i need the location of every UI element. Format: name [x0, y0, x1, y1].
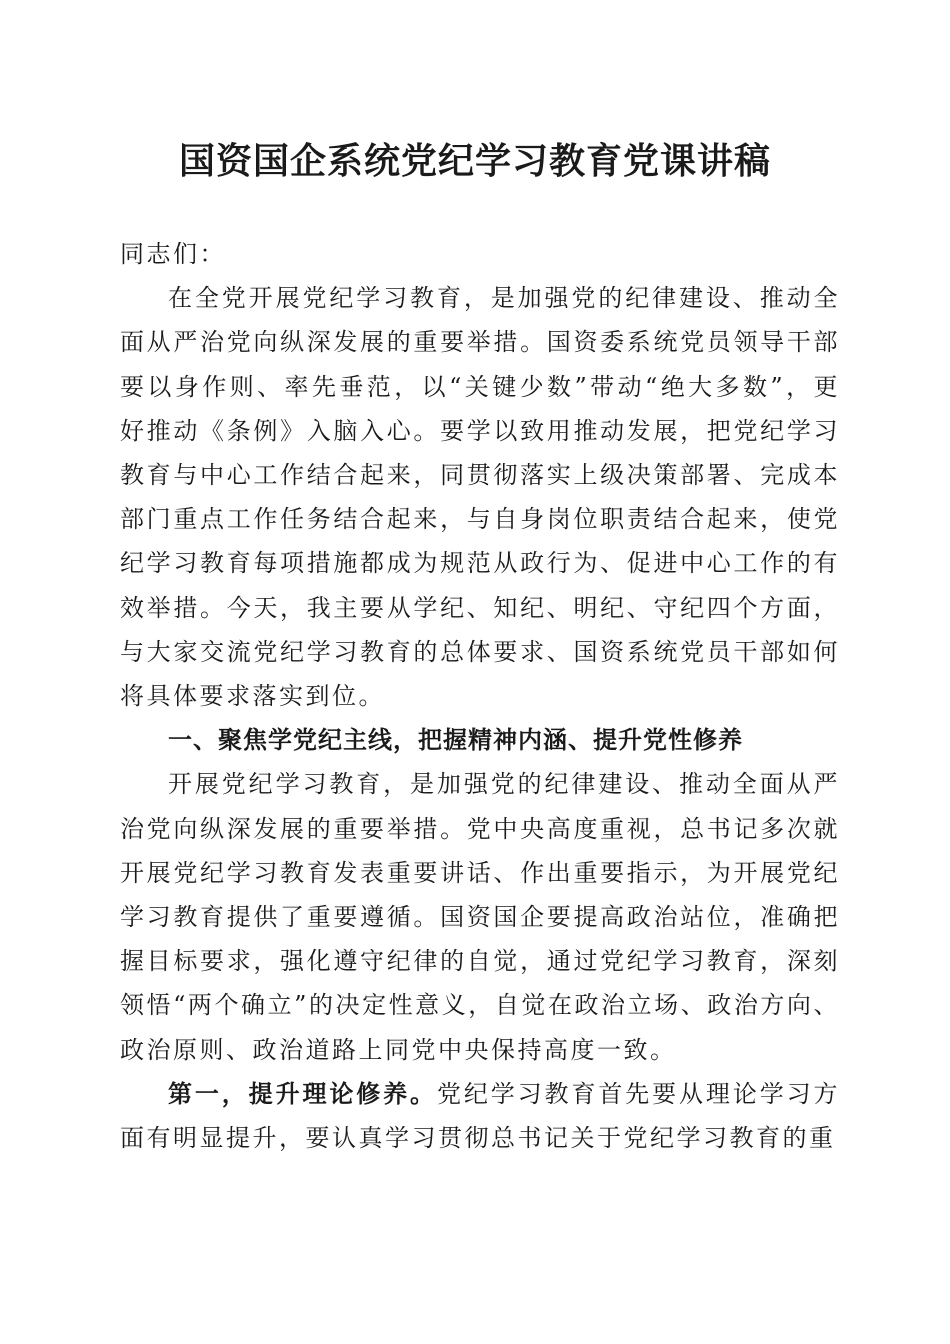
- point-1-text: 党纪学习教育首先要从理论学习方面有明显提升，要认真学习贯彻总书记关于党纪学习教育的重: [120, 1079, 841, 1153]
- point-1-lead: 第一，提升理论修养。: [168, 1078, 437, 1108]
- section-1-paragraph: 开展党纪学习教育，是加强党的纪律建设、推动全面从严治党向纵深发展的重要举措。党中央高度重视，总书记多次就开展党纪学习教育发表重要讲话、作出重要指示，为开展党纪学习教育提供了重要遵循。国资国企要提高政治站位，准确把握目标要求，强化遵守纪律的自觉，通过党纪学习教育，深刻领悟“两个确立”的决定性意义，自觉在政治立场、政治方向、政治原则、政治道路上同党中央保持高度一致。: [120, 770, 840, 1064]
- document-body: [120, 232, 840, 1160]
- section-heading-1: 一、聚焦学党纪主线，把握精神内涵、提升党性修养: [168, 726, 743, 755]
- document-title: 国资国企系统党纪学习教育党课讲稿: [178, 140, 771, 182]
- intro-paragraph: 在全党开展党纪学习教育，是加强党的纪律建设、推动全面从严治党向纵深发展的重要举措。国资委系统党员领导干部要以身作则、率先垂范，以“关键少数”带动“绝大多数”，更好推动《条例》入脑入心。要学以致用推动发展，把党纪学习教育与中心工作结合起来，同贯彻落实上级决策部署、完成本部门重点工作任务结合起来，与自身岗位职责结合起来，使党纪学习教育每项措施都成为规范从政行为、促进中心工作的有效举措。今天，我主要从学纪、知纪、明纪、守纪四个方面，与大家交流党纪学习教育的总体要求、国资系统党员干部如何将具体要求落实到位。: [120, 284, 840, 711]
- point-1-paragraph: [120, 1072, 840, 1160]
- salutation: 同志们：: [120, 240, 226, 268]
